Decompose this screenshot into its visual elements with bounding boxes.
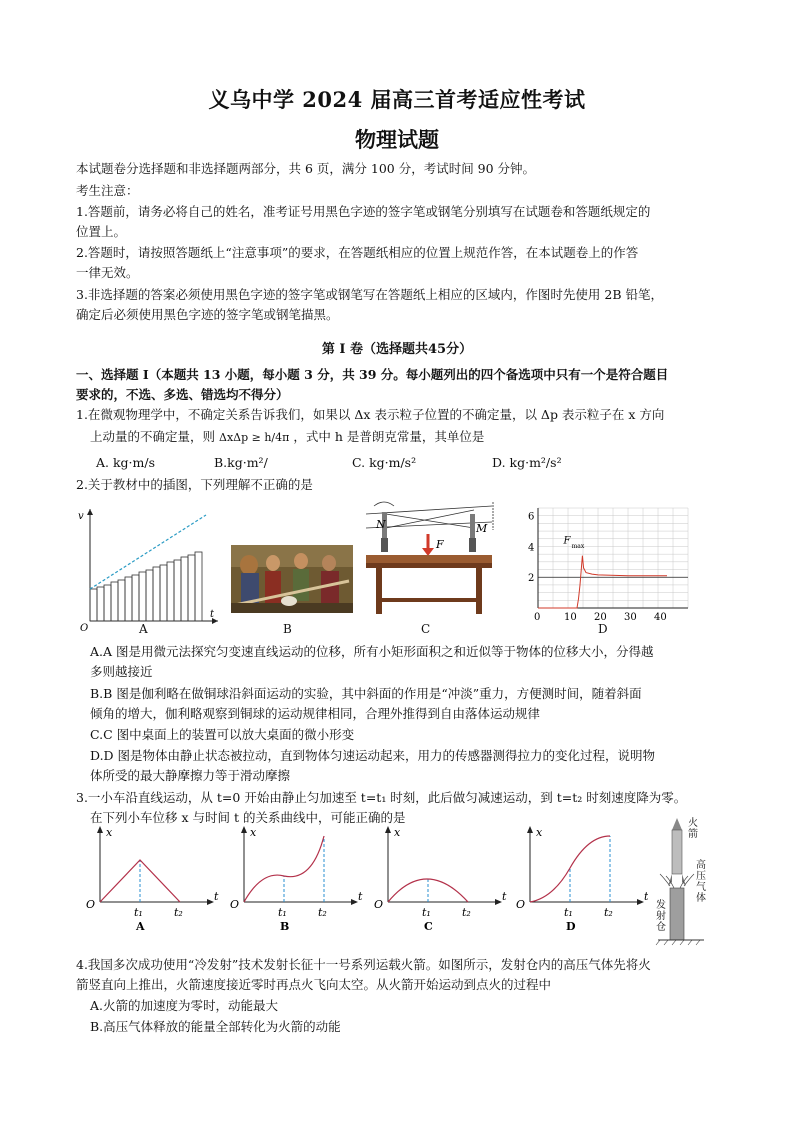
x-tick-label: 0 xyxy=(534,612,541,622)
section-heading-a: 一、选择题 I（本题共 13 小题，每小题 3 分，共 39 分。每小题列出的四个备选项中只有一个是符合题目 xyxy=(76,367,669,382)
t-axis-label: t xyxy=(644,890,648,903)
subject-title: 物理试题 xyxy=(355,127,439,152)
q1-stem-post: ，式中 h 是普朗克常量，其单位是 xyxy=(293,429,485,444)
t-axis-label: t xyxy=(214,890,219,903)
x-t-graph xyxy=(230,826,363,932)
rocket-label: 火箭 xyxy=(688,818,698,840)
q2-option-d-b: 体所受的最大静摩擦力等于滑动摩擦 xyxy=(90,768,291,783)
t-axis-arrow xyxy=(351,899,358,905)
q3-stem-a: 3.一小车沿直线运动，从 t=0 开始由静止匀加速至 t=t₁ 时刻，此后做匀减速运动，到 t=t₂ 时刻速度降为零。 xyxy=(76,790,687,805)
graph-option-label: C xyxy=(424,920,433,932)
section-heading-b: 要求的，不选、多选、错选均不得分） xyxy=(76,387,289,402)
y-tick-label: 2 xyxy=(528,573,535,585)
x-tick-label: 10 xyxy=(564,612,577,622)
q1-option-c: C. kg·m/s² xyxy=(352,455,417,470)
x-axis-arrow xyxy=(385,826,391,833)
x-t-curve xyxy=(244,836,324,902)
q2-fig-label-a: A xyxy=(139,622,148,636)
exam-title: 义乌中学 2024 届高三首考适应性考试 xyxy=(208,87,586,112)
q2-option-c: C.C 图中桌面上的装置可以放大桌面的微小形变 xyxy=(90,727,355,742)
graph-option-label: B xyxy=(280,920,290,932)
t-axis-arrow xyxy=(637,899,644,905)
q2-figure-c-apparatus xyxy=(362,500,502,620)
x-tick-label: 40 xyxy=(654,612,667,622)
x-axis-label: x xyxy=(394,826,401,839)
q2-option-a-b: 多则越接近 xyxy=(90,664,153,679)
q2-option-a-a: A.A 图是用微元法探究匀变速直线运动的位移，所有小矩形面积之和近似等于物体的位移大小，分得越 xyxy=(90,644,654,659)
y-tick-label: 6 xyxy=(528,511,535,523)
x-axis-label: x xyxy=(536,826,543,839)
t-axis-arrow xyxy=(495,899,502,905)
x-axis-arrow xyxy=(241,826,247,833)
q1-option-d: D. kg·m²/s² xyxy=(492,455,562,470)
origin-label: O xyxy=(86,898,96,911)
rule-1a: 1.答题前，请务必将自己的姓名，准考证号用黑色字迹的签字笔或钢笔分别填写在试题卷和答题纸规定的 xyxy=(76,204,651,219)
origin-label: O xyxy=(374,898,384,911)
rule-2a: 2.答题时，请按照答题纸上“注意事项”的要求，在答题纸相应的位置上规范作答，在本试题卷上的作答 xyxy=(76,245,639,260)
q2-option-b-a: B.B 图是伽利略在做铜球沿斜面运动的实验，其中斜面的作用是“冲淡”重力，方便测时间，随着斜面 xyxy=(90,686,642,701)
q2-option-d-a: D.D 图是物体由静止状态被拉动，直到物体匀速运动起来，用力的传感器测得拉力的变化过程，说明物 xyxy=(90,748,656,763)
q2-option-b-b: 倾角的增大，伽利略观察到铜球的运动规律相同，合理外推得到自由落体运动规律 xyxy=(90,706,541,721)
x-axis-arrow xyxy=(97,826,103,833)
q2-figure-d-graph xyxy=(520,500,690,622)
graph-option-label: A xyxy=(136,920,145,932)
q1-stem-a: 1.在微观物理学中，不确定关系告诉我们，如果以 Δx 表示粒子位置的不确定量，以 Δp 表示粒子在 x 方向 xyxy=(76,407,665,422)
x-tick-label: 20 xyxy=(594,612,607,622)
q1-formula: ΔxΔp ≥ h/4π xyxy=(219,431,290,444)
q2-figc-f: F xyxy=(436,538,444,551)
q3-stem-b: 在下列小车位移 x 与时间 t 的关系曲线中，可能正确的是 xyxy=(90,810,406,825)
intro-line: 本试题卷分选择题和非选择题两部分，共 6 页，满分 100 分，考试时间 90 分钟。 xyxy=(76,161,536,176)
fmax-label: F xyxy=(563,535,571,547)
svg-text:v: v xyxy=(78,511,84,522)
t2-label: t₂ xyxy=(318,906,327,919)
q2-figc-n: N xyxy=(376,518,386,531)
q1-option-b: B.kg·m²/ xyxy=(214,455,268,470)
x-axis-label: x xyxy=(250,826,257,839)
x-t-curve xyxy=(530,836,610,902)
q2-fig-label-d: D xyxy=(598,622,608,636)
t2-label: t₂ xyxy=(174,906,183,919)
t-axis-label: t xyxy=(358,890,363,903)
x-axis-label: x xyxy=(106,826,113,839)
q4-stem-b: 箭竖直向上推出，火箭速度接近零时再点火飞向太空。从火箭开始运动到点火的过程中 xyxy=(76,977,552,992)
x-t-graph xyxy=(516,826,648,932)
notice-label: 考生注意： xyxy=(76,183,139,198)
q1-stem-pre: 上动量的不确定量，则 xyxy=(90,429,216,444)
q4-option-b: B.高压气体释放的能量全部转化为火箭的动能 xyxy=(90,1019,341,1034)
q3-graphs xyxy=(78,824,648,932)
y-tick-label: 4 xyxy=(528,542,535,554)
q2-figc-m: M xyxy=(476,522,488,535)
svg-text:O: O xyxy=(80,623,89,633)
svg-text:t: t xyxy=(210,609,215,620)
q1-option-a: A. kg·m/s xyxy=(96,455,156,470)
graph-option-label: D xyxy=(566,920,576,932)
rule-3b: 确定后必须使用黑色字迹的签字笔或钢笔描黑。 xyxy=(76,307,339,322)
x-t-graph xyxy=(86,826,219,932)
rule-2b: 一律无效。 xyxy=(76,265,139,280)
t1-label: t₁ xyxy=(278,906,287,919)
x-tick-label: 30 xyxy=(624,612,637,622)
q1-stem-b xyxy=(90,428,750,447)
q2-stem: 2.关于教材中的插图，下列理解不正确的是 xyxy=(76,477,313,492)
t2-label: t₂ xyxy=(462,906,471,919)
t1-label: t₁ xyxy=(422,906,431,919)
origin-label: O xyxy=(230,898,240,911)
q2-figure-a xyxy=(74,503,224,633)
t1-label: t₁ xyxy=(134,906,143,919)
q2-fig-label-c: C xyxy=(421,622,431,636)
t1-label: t₁ xyxy=(564,906,573,919)
t2-label: t₂ xyxy=(604,906,613,919)
gas-label: 高压气体 xyxy=(696,860,706,904)
t-axis-arrow xyxy=(207,899,214,905)
rule-3a: 3.非选择题的答案必须使用黑色字迹的签字笔或钢笔写在答题纸上相应的区域内，作图时先使用 2B 铅笔， xyxy=(76,287,664,302)
fmax-subscript: max xyxy=(571,543,585,550)
x-axis-arrow xyxy=(527,826,533,833)
q2-figure-b-painting xyxy=(231,545,353,613)
silo-label: 发射仓 xyxy=(656,900,666,933)
t-axis-label: t xyxy=(502,890,507,903)
section-title: 第 I 卷（选择题共45分） xyxy=(321,342,473,357)
origin-label: O xyxy=(516,898,526,911)
rule-1b: 位置上。 xyxy=(76,224,127,239)
q2-fig-label-b: B xyxy=(283,622,292,636)
q4-option-a: A.火箭的加速度为零时，动能最大 xyxy=(90,998,279,1013)
q4-stem-a: 4.我国多次成功使用“冷发射”技术发射长征十一号系列运载火箭。如图所示，发射仓内的高压气体先将火 xyxy=(76,957,651,972)
x-t-graph xyxy=(374,826,507,932)
